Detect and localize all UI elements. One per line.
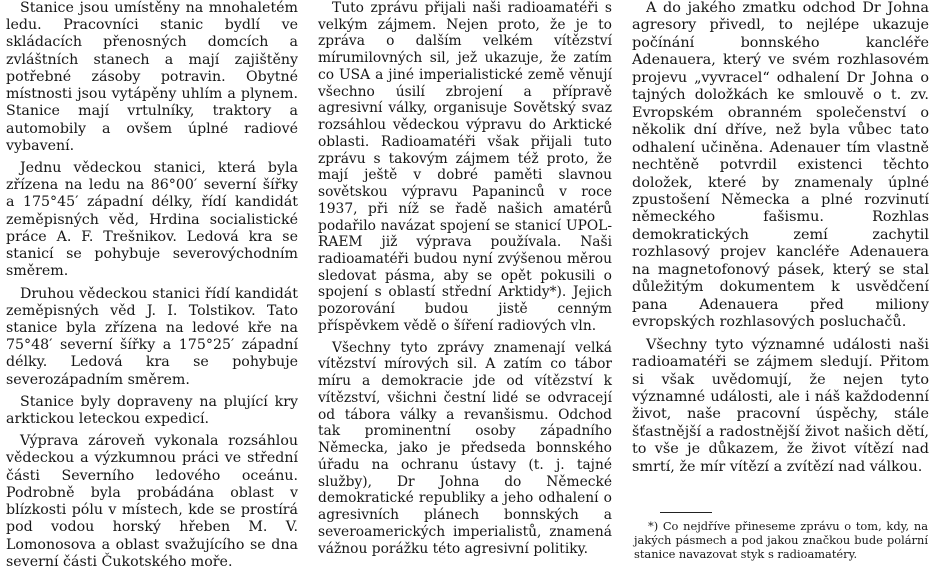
footnote xyxy=(634,519,928,561)
paragraph: Všechny tyto zprávy znamenají velká vítězství mírových sil. A zatím co tábor míru a demokracie jde od vítězství k vítězství, všichni čestní lidé se odvracejí od tábora války a revanšismu. Odchod tak prominentní osoby západního Německa, jako je předseda bonnského úřadu na ochranu ústavy (t. j. tajné služby), Dr Johna do Německé demokratické republiky a jeho odhalení o agresivních plánech bonnských a severoamerických imperialistů, znamená vážnou porážku této agresivní politiky. xyxy=(318,339,612,557)
text-column-3 xyxy=(632,0,929,481)
paragraph: Jednu vědeckou stanici, která byla zřízena na ledu na 86°00′ severní šířky a 175°45′ západní délky, řídí kandidát zeměpisných věd, Hrdina socialistické práce A. F. Trešnikov. Ledová kra se stanicí se pohybuje severovýchodním směrem. xyxy=(6,159,298,280)
paragraph: Tuto zprávu přijali naši radioamatéři s velkým zájmem. Nejen proto, že je to zpráva o dalším velkém vítězství mírumilovných sil, jež ukazuje, že zatím co USA a jiné imperialistické země věnují všechno úsilí zbrojení a přípravě agresivní války, organisuje Sovětský svaz rozsáhlou vědeckou výpravu do Arktické oblasti. Radioamatéři však přijali tuto zprávu s takovým zájmem též proto, že mají ještě v dobré paměti slavnou sovětskou výpravu Papaninců v roce 1937, při níž se řadě našich amatérů podařilo navázat spojení se stanicí UPOL-RAEM již výprava používala. Naši radioamatéři budou nyní zvýšenou měrou sledovat pásma, aby se opět pokusili o spojení s oblastí střední Arktidy*). Jejich pozorování budou jistě cenným příspěvkem vědě o šíření radiových vln. xyxy=(318,0,612,334)
text-column-2 xyxy=(318,0,612,562)
paragraph: Stanice jsou umístěny na mnohaletém ledu. Pracovníci stanic bydlí ve skládacích přenosných domcích a zvláštních stanech a mají zajištěny potřebné zásoby potravin. Obytné místnosti jsou vytápěny uhlím a plynem. Stanice mají vrtulníky, traktory a automobily a ovšem úplné radiové vybavení. xyxy=(6,0,298,154)
paragraph: Druhou vědeckou stanici řídí kandidát zeměpisných věd J. I. Tolstikov. Tato stanice byla zřízena na ledové kře na 75°48′ severní šířky a 175°25′ západní délky. Ledová kra se pohybuje severozápadním směrem. xyxy=(6,285,298,388)
footnote-divider xyxy=(660,512,712,513)
paragraph: Všechny tyto významné události naši radioamatéři se zájmem sledují. Přitom si však uvědomují, že nejen tyto významné události, ale i náš každodenní život, naše pracovní úspěchy, stále šťastnější a radostnější život našich dětí, to vše je důkazem, že život vítězí nad smrtí, že mír vítězí a zvítězí nad válkou. xyxy=(632,336,929,475)
text-column-1 xyxy=(6,0,298,576)
paragraph: Výprava zároveň vykonala rozsáhlou vědeckou a výzkumnou práci ve střední části Severního ledového oceánu. Podrobně byla probádána oblast v blízkosti pólu v místech, kde se prostírá pod vodou horský hřeben M. V. Lomonosova a oblast svažujícího se dna severní části Čukotského moře. xyxy=(6,433,298,570)
paragraph: Stanice byly dopraveny na plující kry arktickou leteckou expedicí. xyxy=(6,393,298,428)
paragraph: A do jakého zmatku odchod Dr Johna agresory přivedl, to nejlépe ukazuje počínání bonnského kancléře Adenauera, který ve svém rozhlasovém projevu „vyvracel“ odhalení Dr Johna o tajných doložkách ke smlouvě o t. zv. Evropském obranném společenství o několik dní dříve, než byla vůbec tato odhalení učiněna. Adenauer tím vlastně nechtěně potvrdil existenci těchto doložek, které by znamenaly úplné zpustošení Německa a plné rozvinutí německého fašismu. Rozhlas demokratických zemí zachytil rozhlasový projev kancléře Adenauera na magnetofonový pásek, který se stal důležitým dokumentem k usvědčení pana Adenauera před miliony evropských rozhlasových posluchačů. xyxy=(632,0,929,331)
footnote-text: *) Co nejdříve přineseme zprávu o tom, kdy, na jakých pásmech a pod jakou značkou bude polární stanice navazovat styk s radioamatéry. xyxy=(634,519,928,561)
